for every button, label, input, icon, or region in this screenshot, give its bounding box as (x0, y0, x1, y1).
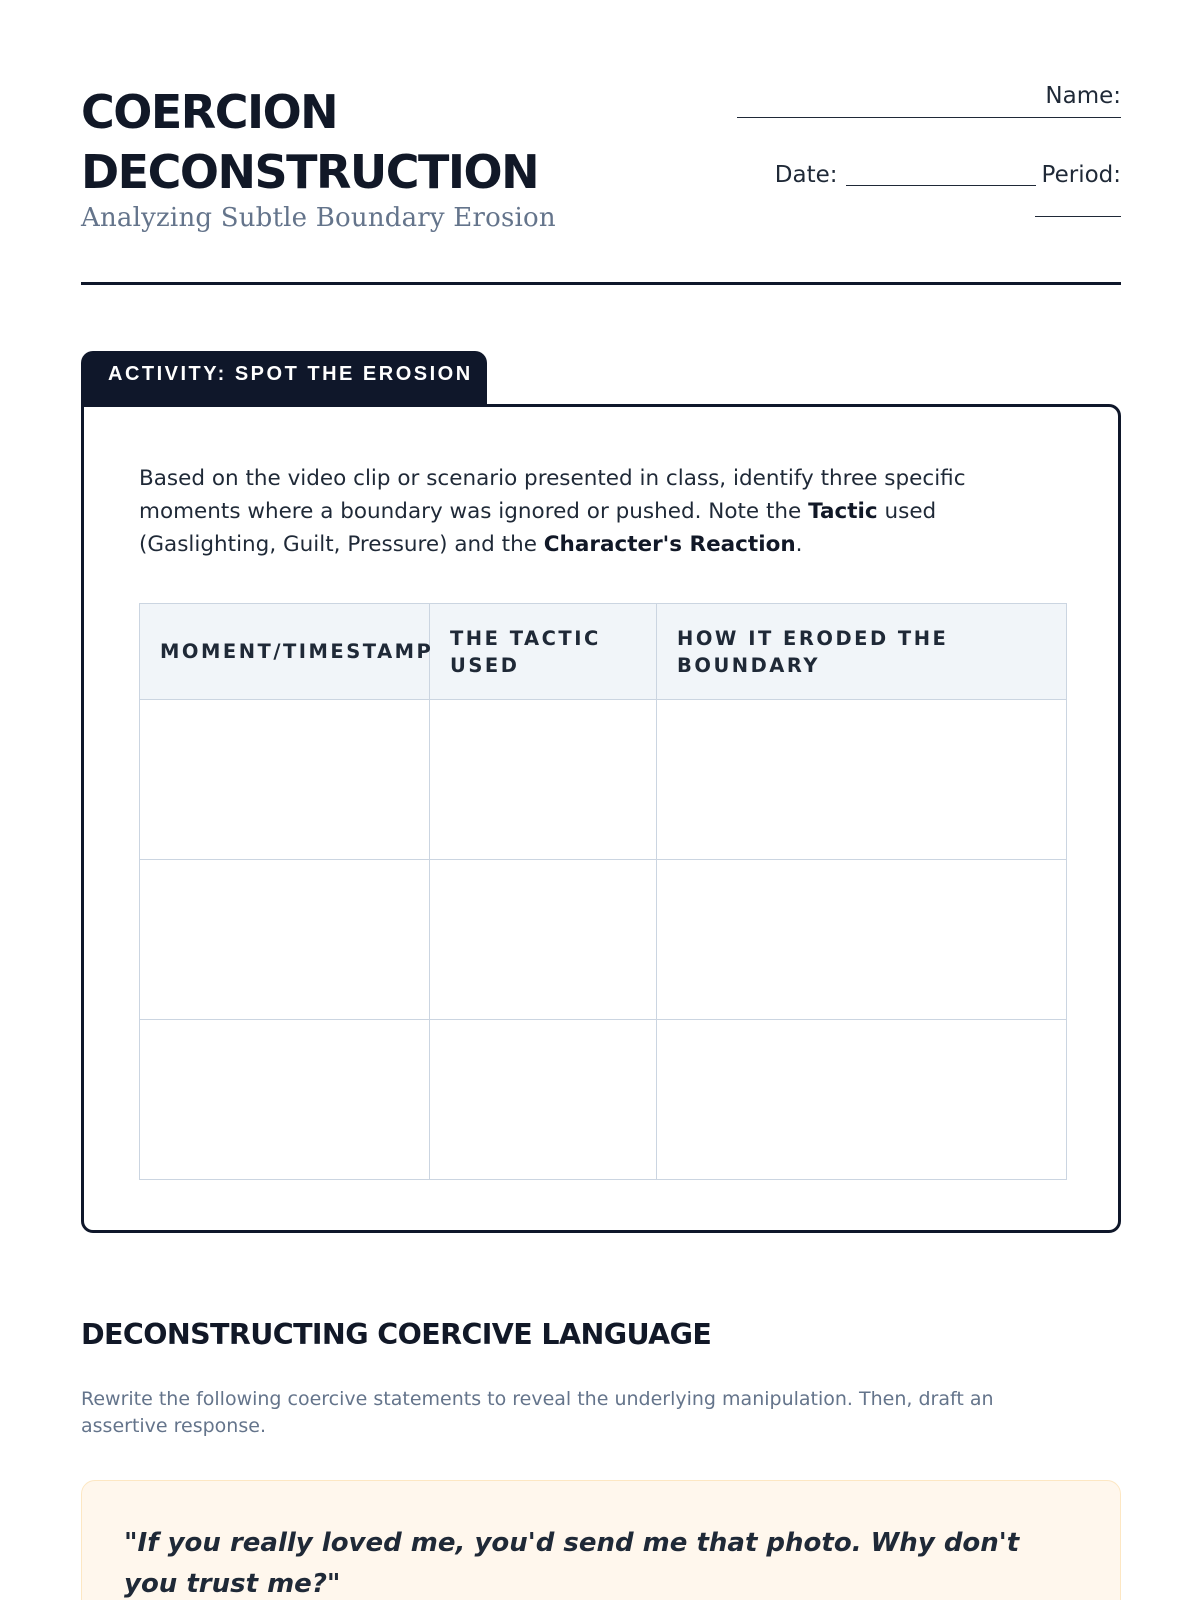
activity-tab: ACTIVITY: SPOT THE EROSION (81, 351, 487, 407)
table-cell[interactable] (430, 1020, 657, 1180)
column-header-moment: MOMENT/TIMESTAMP (140, 604, 430, 700)
instructions-text-1: Based on the video clip or scenario presented in class, identify three specific moments where a boundary was ignored or pushed. Note the (139, 466, 966, 524)
instructions-bold-reaction: Character's Reaction (543, 532, 796, 557)
name-label: Name: (1045, 83, 1121, 109)
date-blank[interactable] (846, 185, 1036, 186)
table-cell[interactable] (657, 860, 1067, 1020)
page-title (81, 82, 641, 202)
column-header-erosion: HOW IT ERODED THE BOUNDARY (657, 604, 1067, 700)
activity-instructions (139, 462, 1019, 561)
date-period-row (775, 162, 1121, 188)
activity-card (81, 404, 1121, 1233)
table-cell[interactable] (140, 700, 430, 860)
table-cell[interactable] (430, 860, 657, 1020)
table-cell[interactable] (657, 1020, 1067, 1180)
instructions-text-3: . (795, 532, 803, 557)
table-header-row (140, 604, 1067, 700)
title-line-1: COERCION (81, 85, 338, 139)
coercive-statement-card (81, 1480, 1121, 1600)
date-label: Date: (774, 162, 838, 188)
table-cell[interactable] (430, 700, 657, 860)
instructions-text-2: used (Gaslighting, Guilt, Pressure) and the (139, 499, 937, 557)
erosion-table (139, 603, 1067, 1180)
section-title: DECONSTRUCTING COERCIVE LANGUAGE (81, 1318, 712, 1351)
section-description: Rewrite the following coercive statements to reveal the underlying manipulation. Then, draft an assertive response. (81, 1388, 994, 1437)
column-header-tactic: THE TACTIC USED (430, 604, 657, 700)
period-blank[interactable] (1035, 216, 1121, 217)
table-row (140, 700, 1067, 860)
table-row (140, 1020, 1067, 1180)
name-blank[interactable] (737, 117, 1121, 118)
title-line-2: DECONSTRUCTION (81, 145, 539, 199)
period-label: Period: (1041, 162, 1121, 188)
table-cell[interactable] (140, 1020, 430, 1180)
table-row (140, 860, 1067, 1020)
page-subtitle: Analyzing Subtle Boundary Erosion (81, 203, 556, 233)
worksheet-header (81, 80, 1121, 285)
table-cell[interactable] (657, 700, 1067, 860)
instructions-bold-tactic: Tactic (808, 499, 878, 524)
coercive-statement-quote: "If you really loved me, you'd send me that photo. Why don't you trust me?" (124, 1528, 1020, 1599)
table-cell[interactable] (140, 860, 430, 1020)
